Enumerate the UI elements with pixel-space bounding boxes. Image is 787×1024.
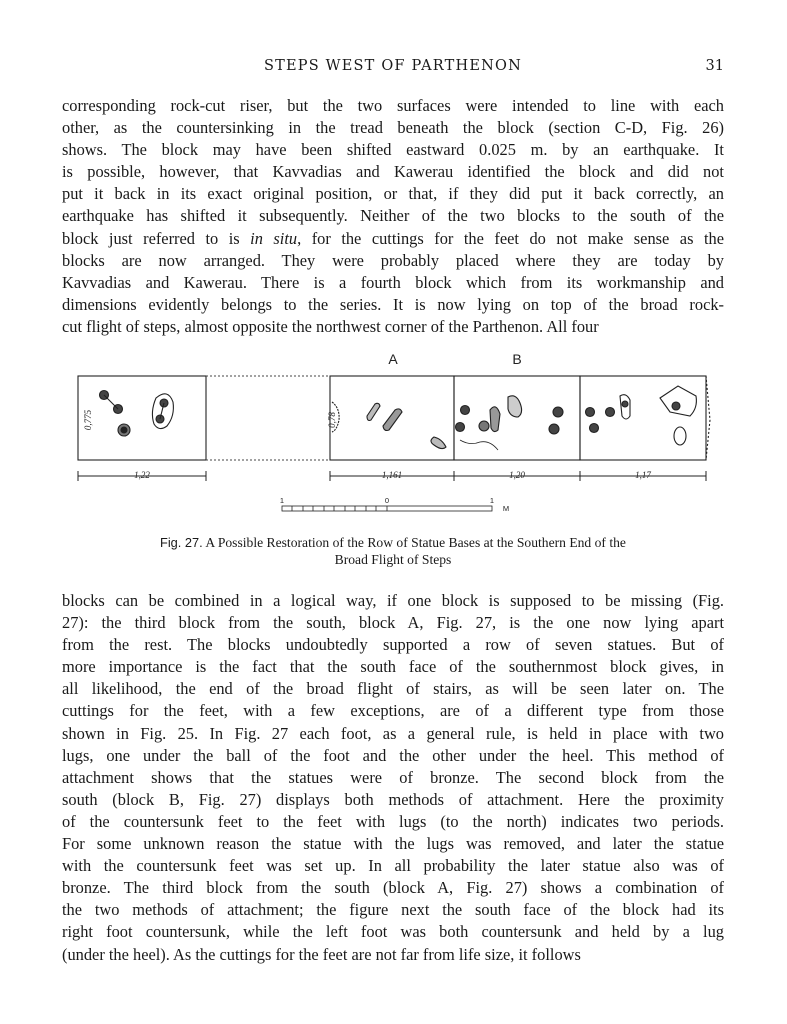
text-line: For some unknown reason the statue with the lugs was removed, and later the statue [62, 834, 724, 854]
text-line [62, 228, 724, 250]
text-line: all likelihood, the end of the broad flight of stairs, as will be seen later on. The [62, 679, 724, 699]
text-line: attachment shows that the statues were of bronze. The second block from the [62, 767, 724, 787]
text-line: blocks are now arranged. They were probably placed where they are today by [62, 250, 724, 270]
text-line: blocks can be combined in a logical way, if one block is supposed to be missing (Fig. [62, 591, 724, 610]
running-title: STEPS WEST OF PARTHENON [263, 58, 523, 74]
text-line: Kavvadias and Kawerau. There is a fourth block which from its workmanship and [62, 272, 724, 292]
text-line: cuttings for the feet, with a few exceptions, are of a different type from those [62, 701, 724, 721]
scale-left-1: 1 [279, 496, 285, 505]
block-a [327, 376, 454, 460]
text-line: is possible, however, that Kavvadias and Kawerau identified the block and did not [62, 162, 724, 182]
text-line: more importance is the fact that the south face of the southernmost block gives, in [62, 657, 724, 677]
width-1: 1,22 [134, 470, 150, 480]
width-4: 1,17 [635, 470, 651, 480]
caption-label: Fig. 27. [160, 535, 203, 550]
text-line: 27): the third block from the south, block A, Fig. 27, is the one now lying apart [62, 613, 724, 633]
text-line: the two methods of attachment; the figure next the south face of the block had its [62, 900, 724, 920]
block-1 [78, 376, 206, 460]
text-line: dimensions evidently belongs to the series. It is now lying on top of the broad rock- [62, 294, 724, 314]
width-2: 1,161 [381, 470, 403, 480]
scale-zero: 0 [384, 496, 390, 505]
block-1-depth: 0,775 [83, 409, 93, 431]
paragraph-2 [62, 590, 724, 966]
block-a-depth: 0,78 [327, 412, 337, 428]
text-segment: block just referred to is [62, 228, 251, 248]
text-line: of the countersunk feet to the feet with lugs (to the north) indicates two periods. [62, 811, 724, 831]
caption-text-line1: A Possible Restoration of the Row of Statue Bases at the Southern End of the [205, 535, 626, 550]
block-a-label: A [388, 351, 398, 367]
missing-block [206, 376, 330, 460]
text-segment: , for the cuttings for the feet do not make sense as the [297, 228, 724, 248]
text-line: (under the heel). As the cuttings for the feet are not far from life size, it follows [62, 944, 581, 964]
italic-phrase: in situ [250, 228, 298, 248]
text-line: south (block B, Fig. 27) displays both methods of attachment. Here the proximity [62, 789, 724, 809]
text-line: cut flight of steps, almost opposite the northwest corner of the Parthenon. All four [62, 316, 599, 336]
statue-bases-drawing [60, 340, 730, 520]
text-line: shown in Fig. 25. In Fig. 27 each foot, as a general rule, is held in place with two [62, 723, 724, 743]
text-line: from the rest. The blocks undoubtedly supported a row of seven statues. But of [62, 635, 724, 655]
figure-27 [60, 340, 730, 520]
text-line: shows. The block may have been shifted eastward 0.025 m. by an earthquake. It [62, 140, 724, 160]
page-number: 31 [705, 58, 724, 74]
text-line: put it back in its exact original position, or that, if they did put it back correctly, an [62, 184, 724, 204]
scale-right-1: 1 [489, 496, 495, 505]
text-line: corresponding rock-cut riser, but the two surfaces were intended to line with each [62, 96, 724, 115]
block-b-label: B [512, 351, 522, 367]
figure-caption [62, 534, 724, 568]
text-line: right foot countersunk, while the left foot was both countersunk and held by a lug [62, 922, 724, 942]
text-line: other, as the countersinking in the tread beneath the block (section C-D, Fig. 26) [62, 118, 724, 138]
scale-unit: M [502, 504, 510, 513]
scale-bar [282, 506, 492, 511]
text-line: lugs, one under the ball of the foot and the other under the heel. This method of [62, 745, 724, 765]
paragraph-1 [62, 95, 724, 338]
text-line: with the countersunk feet was set up. In all probability the later statue also was of [62, 856, 724, 876]
text-line: earthquake has shifted it subsequently. Neither of the two blocks to the south of the [62, 206, 724, 226]
text-line: bronze. The third block from the south (block A, Fig. 27) shows a combination of [62, 878, 724, 898]
block-b [454, 376, 580, 460]
caption-text-line2: Broad Flight of Steps [334, 552, 452, 567]
block-4 [580, 376, 710, 460]
width-3: 1,20 [509, 470, 525, 480]
page-header [62, 58, 724, 80]
